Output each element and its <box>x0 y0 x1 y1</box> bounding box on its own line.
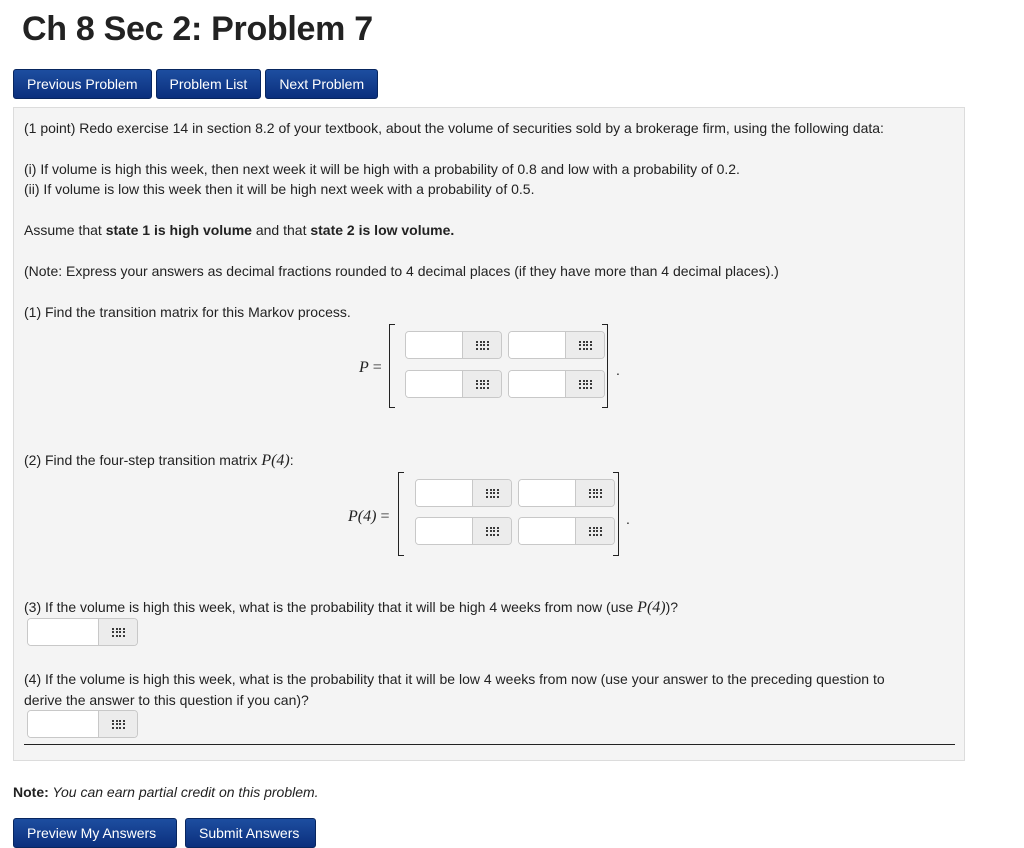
answer-p-21 <box>405 370 502 398</box>
p-22-input[interactable] <box>509 371 565 397</box>
p4-22-input[interactable] <box>519 518 575 544</box>
grid-icon <box>112 720 124 729</box>
answer-p-12 <box>508 331 605 359</box>
p4-21-input[interactable] <box>416 518 472 544</box>
condition-2: (ii) If volume is low this week then it will be high next week with a probability of 0.5. <box>24 181 535 197</box>
question-3-end: )? <box>665 599 679 615</box>
submit-actions <box>13 818 316 848</box>
grid-icon <box>112 628 124 637</box>
matrix-p4-label <box>348 507 389 528</box>
question-2-text: (2) Find the four-step transition matrix <box>24 452 262 468</box>
problem-navigation <box>13 69 378 99</box>
p4-21-palette-button[interactable] <box>472 518 511 544</box>
grid-icon <box>476 380 488 389</box>
problem-body <box>13 107 965 761</box>
next-problem-button[interactable]: Next Problem <box>265 69 378 99</box>
equals-sign: = <box>368 359 382 376</box>
note-text: You can earn partial credit on this problem. <box>48 784 319 800</box>
answer-p4-11 <box>415 479 512 507</box>
question-1: (1) Find the transition matrix for this Markov process. <box>24 304 351 320</box>
equals-sign: = <box>376 508 390 525</box>
answer-4-palette-button[interactable] <box>98 711 137 737</box>
condition-1: (i) If volume is high this week, then next week it will be high with a probability of 0.8 and low with a probability of 0.2. <box>24 161 740 177</box>
question-2 <box>24 450 924 472</box>
left-bracket <box>389 324 395 408</box>
p-22-palette-button[interactable] <box>565 371 604 397</box>
assumption-part: Assume that <box>24 222 106 238</box>
answer-p4-22 <box>518 517 615 545</box>
p4-11-palette-button[interactable] <box>472 480 511 506</box>
previous-problem-button[interactable]: Previous Problem <box>13 69 152 99</box>
assumption-part: and that <box>251 222 311 238</box>
p4-22-palette-button[interactable] <box>575 518 614 544</box>
p-12-palette-button[interactable] <box>565 332 604 358</box>
submit-answers-button[interactable]: Submit Answers <box>185 818 316 848</box>
p4-11-input[interactable] <box>416 480 472 506</box>
divider <box>24 744 955 745</box>
left-bracket <box>398 472 404 556</box>
period: . <box>626 511 630 527</box>
grid-icon <box>476 341 488 350</box>
grid-icon <box>589 489 601 498</box>
answer-4-input[interactable] <box>28 711 98 737</box>
partial-credit-note <box>13 784 319 800</box>
grid-icon <box>486 489 498 498</box>
question-3 <box>24 597 924 619</box>
p4-12-input[interactable] <box>519 480 575 506</box>
p4-math: P(4) <box>261 452 290 469</box>
answer-p4-21 <box>415 517 512 545</box>
p4-symbol: P(4) <box>348 508 377 525</box>
p-21-input[interactable] <box>406 371 462 397</box>
period: . <box>616 362 620 378</box>
note-label: Note: <box>13 784 49 800</box>
state-1-definition: state 1 is high volume <box>105 222 252 238</box>
answer-3-palette-button[interactable] <box>98 619 137 645</box>
grid-icon <box>579 341 591 350</box>
state-2-definition: state 2 is low volume. <box>310 222 455 238</box>
problem-intro: (1 point) Redo exercise 14 in section 8.2 of your textbook, about the volume of securities sold by a brokerage firm, using the following data: <box>24 120 884 136</box>
p-11-input[interactable] <box>406 332 462 358</box>
grid-icon <box>589 527 601 536</box>
p-symbol: P <box>359 359 369 376</box>
question-3-text: (3) If the volume is high this week, what is the probability that it will be high 4 weeks from now (use <box>24 599 638 615</box>
answer-p-22 <box>508 370 605 398</box>
rounding-note: (Note: Express your answers as decimal fractions rounded to 4 decimal places (if they have more than 4 decimal places).) <box>24 263 779 279</box>
p4-math: P(4) <box>637 599 666 616</box>
question-4: (4) If the volume is high this week, what is the probability that it will be low 4 weeks from now (use your answer to the preceding question to derive the answer to this question if you can)? <box>24 671 885 708</box>
question-2-colon: : <box>289 452 294 468</box>
grid-icon <box>486 527 498 536</box>
matrix-p-label <box>359 358 382 379</box>
p-12-input[interactable] <box>509 332 565 358</box>
preview-answers-button[interactable]: Preview My Answers <box>13 818 177 848</box>
page-title: Ch 8 Sec 2: Problem 7 <box>22 10 373 48</box>
answer-p-11 <box>405 331 502 359</box>
answer-3-input[interactable] <box>28 619 98 645</box>
answer-3 <box>27 618 138 646</box>
grid-icon <box>579 380 591 389</box>
answer-p4-12 <box>518 479 615 507</box>
p4-12-palette-button[interactable] <box>575 480 614 506</box>
answer-4 <box>27 710 138 738</box>
assumption-text <box>24 220 924 241</box>
p-21-palette-button[interactable] <box>462 371 501 397</box>
p-11-palette-button[interactable] <box>462 332 501 358</box>
problem-list-button[interactable]: Problem List <box>156 69 262 99</box>
